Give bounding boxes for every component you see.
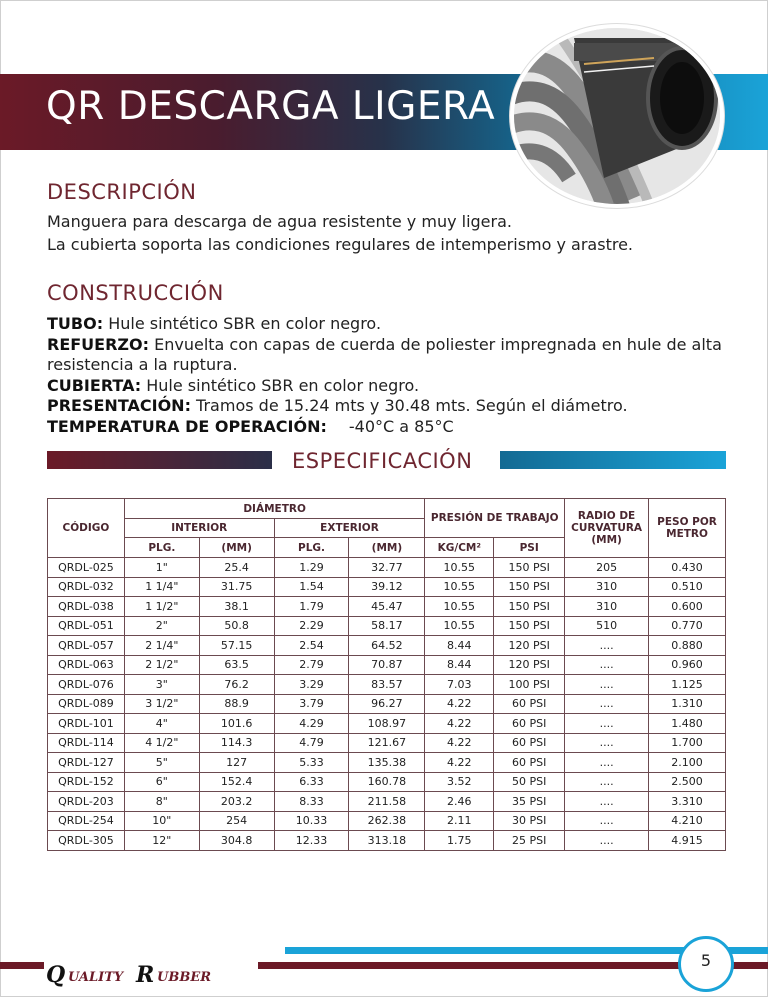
cell-kg-cm2: 4.22 — [425, 714, 494, 734]
cell-interior-plg: 2" — [124, 616, 199, 636]
temperatura-line — [47, 417, 737, 438]
cubierta-value: Hule sintético SBR en color negro. — [141, 375, 420, 395]
table-row — [48, 675, 726, 695]
cell-exterior-mm: 108.97 — [349, 714, 425, 734]
cell-interior-plg: 3 1/2" — [124, 694, 199, 714]
cell-interior-mm: 38.1 — [199, 597, 274, 617]
cell-kg-cm2: 7.03 — [425, 675, 494, 695]
cell-interior-mm: 101.6 — [199, 714, 274, 734]
cell-radio: 205 — [565, 558, 649, 578]
cell-psi: 100 PSI — [494, 675, 565, 695]
cell-radio: .... — [565, 753, 649, 773]
spec-bar-right — [500, 451, 726, 469]
refuerzo-label: REFUERZO: — [47, 334, 150, 354]
cell-exterior-mm: 211.58 — [349, 792, 425, 812]
construccion-text — [47, 314, 737, 437]
table-row — [48, 772, 726, 792]
cell-exterior-plg: 6.33 — [274, 772, 349, 792]
cell-radio: 510 — [565, 616, 649, 636]
cell-exterior-mm: 70.87 — [349, 655, 425, 675]
table-row — [48, 597, 726, 617]
cell-radio: .... — [565, 772, 649, 792]
header-interior: INTERIOR — [124, 519, 274, 538]
table-row — [48, 714, 726, 734]
table-row — [48, 655, 726, 675]
cell-peso: 0.770 — [649, 616, 726, 636]
cell-interior-plg: 2 1/4" — [124, 636, 199, 656]
cell-radio: .... — [565, 811, 649, 831]
header-exterior-mm: (MM) — [349, 538, 425, 558]
refuerzo-value: Envuelta con capas de cuerda de poliester impregnada en hule de alta resistencia a la ruptura. — [47, 334, 722, 374]
cell-exterior-plg: 12.33 — [274, 831, 349, 851]
cell-kg-cm2: 10.55 — [425, 597, 494, 617]
cell-exterior-mm: 45.47 — [349, 597, 425, 617]
cell-radio: .... — [565, 636, 649, 656]
cell-kg-cm2: 10.55 — [425, 616, 494, 636]
cell-peso: 2.100 — [649, 753, 726, 773]
cell-codigo: QRDL-254 — [48, 811, 125, 831]
cell-radio: .... — [565, 714, 649, 734]
cubierta-line — [47, 376, 737, 397]
cell-interior-plg: 1 1/4" — [124, 577, 199, 597]
cell-peso: 0.960 — [649, 655, 726, 675]
cell-peso: 1.700 — [649, 733, 726, 753]
cell-codigo: QRDL-305 — [48, 831, 125, 851]
table-row — [48, 694, 726, 714]
presentacion-label: PRESENTACIÓN: — [47, 396, 191, 415]
cell-codigo: QRDL-063 — [48, 655, 125, 675]
cell-interior-plg: 10" — [124, 811, 199, 831]
construccion-heading: CONSTRUCCIÓN — [47, 281, 224, 305]
cell-radio: .... — [565, 733, 649, 753]
table-row — [48, 733, 726, 753]
cell-psi: 30 PSI — [494, 811, 565, 831]
especificacion-heading: ESPECIFICACIÓN — [292, 449, 473, 473]
cell-interior-mm: 88.9 — [199, 694, 274, 714]
cell-exterior-plg: 4.79 — [274, 733, 349, 753]
tubo-value: Hule sintético SBR en color negro. — [103, 314, 382, 333]
cell-codigo: QRDL-152 — [48, 772, 125, 792]
cell-exterior-mm: 39.12 — [349, 577, 425, 597]
descripcion-heading: DESCRIPCIÓN — [47, 180, 197, 204]
cell-interior-plg: 8" — [124, 792, 199, 812]
cell-psi: 50 PSI — [494, 772, 565, 792]
presentacion-value: Tramos de 15.24 mts y 30.48 mts. Según el diámetro. — [190, 396, 628, 415]
cell-psi: 150 PSI — [494, 597, 565, 617]
cell-radio: .... — [565, 831, 649, 851]
cell-peso: 2.500 — [649, 772, 726, 792]
svg-text:R: R — [136, 962, 155, 988]
cell-interior-plg: 12" — [124, 831, 199, 851]
cell-interior-mm: 63.5 — [199, 655, 274, 675]
cell-peso: 3.310 — [649, 792, 726, 812]
header-diametro: DIÁMETRO — [124, 499, 424, 519]
descripcion-line-2: La cubierta soporta las condiciones regulares de intemperismo y arastre. — [47, 235, 633, 254]
cell-exterior-mm: 96.27 — [349, 694, 425, 714]
temperatura-label: TEMPERATURA DE OPERACIÓN: — [47, 416, 327, 436]
cell-psi: 60 PSI — [494, 753, 565, 773]
cell-codigo: QRDL-051 — [48, 616, 125, 636]
cell-interior-mm: 31.75 — [199, 577, 274, 597]
cell-exterior-mm: 135.38 — [349, 753, 425, 773]
cell-exterior-plg: 3.79 — [274, 694, 349, 714]
cell-exterior-mm: 121.67 — [349, 733, 425, 753]
cell-codigo: QRDL-025 — [48, 558, 125, 578]
page-title: QR DESCARGA LIGERA — [46, 84, 496, 129]
cell-kg-cm2: 2.11 — [425, 811, 494, 831]
cell-kg-cm2: 2.46 — [425, 792, 494, 812]
cell-exterior-plg: 2.79 — [274, 655, 349, 675]
cell-exterior-plg: 5.33 — [274, 753, 349, 773]
cell-interior-mm: 254 — [199, 811, 274, 831]
table-row — [48, 753, 726, 773]
cell-interior-plg: 3" — [124, 675, 199, 695]
cell-exterior-mm: 313.18 — [349, 831, 425, 851]
cell-interior-mm: 304.8 — [199, 831, 274, 851]
table-row — [48, 636, 726, 656]
cell-psi: 120 PSI — [494, 636, 565, 656]
cell-radio: .... — [565, 655, 649, 675]
cell-interior-mm: 57.15 — [199, 636, 274, 656]
cell-exterior-mm: 58.17 — [349, 616, 425, 636]
svg-text:UALITY: UALITY — [68, 970, 124, 985]
cell-codigo: QRDL-057 — [48, 636, 125, 656]
cell-codigo: QRDL-032 — [48, 577, 125, 597]
cell-psi: 120 PSI — [494, 655, 565, 675]
cell-peso: 0.510 — [649, 577, 726, 597]
table-row — [48, 792, 726, 812]
descripcion-text — [47, 210, 737, 256]
header-radio: RADIO DE CURVATURA (MM) — [565, 499, 649, 558]
tubo-label: TUBO: — [47, 314, 104, 333]
cell-radio: 310 — [565, 597, 649, 617]
cell-peso: 1.310 — [649, 694, 726, 714]
cell-interior-mm: 114.3 — [199, 733, 274, 753]
cell-exterior-plg: 8.33 — [274, 792, 349, 812]
cell-kg-cm2: 4.22 — [425, 753, 494, 773]
cell-interior-plg: 1 1/2" — [124, 597, 199, 617]
cell-radio: .... — [565, 694, 649, 714]
header-kg-cm2: KG/CM² — [425, 538, 494, 558]
cell-exterior-mm: 83.57 — [349, 675, 425, 695]
table-row — [48, 811, 726, 831]
cell-radio: 310 — [565, 577, 649, 597]
cell-interior-mm: 50.8 — [199, 616, 274, 636]
cell-codigo: QRDL-038 — [48, 597, 125, 617]
cell-kg-cm2: 10.55 — [425, 558, 494, 578]
cell-psi: 150 PSI — [494, 616, 565, 636]
cell-psi: 60 PSI — [494, 714, 565, 734]
cell-kg-cm2: 3.52 — [425, 772, 494, 792]
table-row — [48, 831, 726, 851]
cell-exterior-plg: 1.79 — [274, 597, 349, 617]
cell-exterior-plg: 2.54 — [274, 636, 349, 656]
temperatura-value: -40°C a 85°C — [348, 416, 454, 436]
cell-kg-cm2: 8.44 — [425, 636, 494, 656]
cubierta-label: CUBIERTA: — [47, 375, 142, 395]
header-interior-plg: PLG. — [124, 538, 199, 558]
refuerzo-line — [47, 335, 737, 376]
tubo-line — [47, 314, 737, 335]
cell-codigo: QRDL-089 — [48, 694, 125, 714]
table-row — [48, 616, 726, 636]
cell-interior-plg: 5" — [124, 753, 199, 773]
svg-text:Q: Q — [46, 962, 66, 988]
cell-peso: 0.430 — [649, 558, 726, 578]
cell-peso: 4.210 — [649, 811, 726, 831]
cell-psi: 60 PSI — [494, 694, 565, 714]
cell-psi: 150 PSI — [494, 558, 565, 578]
cell-exterior-plg: 2.29 — [274, 616, 349, 636]
cell-peso: 1.480 — [649, 714, 726, 734]
cell-interior-plg: 1" — [124, 558, 199, 578]
presentacion-line — [47, 396, 737, 417]
cell-exterior-plg: 10.33 — [274, 811, 349, 831]
cell-peso: 1.125 — [649, 675, 726, 695]
spec-table — [47, 498, 726, 851]
header-peso: PESO POR METRO — [649, 499, 726, 558]
cell-codigo: QRDL-203 — [48, 792, 125, 812]
quality-rubber-logo — [44, 958, 258, 988]
hose-photo — [510, 24, 724, 208]
spec-bar-left — [47, 451, 272, 469]
cell-psi: 60 PSI — [494, 733, 565, 753]
header-codigo: CÓDIGO — [48, 499, 125, 558]
cell-psi: 150 PSI — [494, 577, 565, 597]
cell-interior-plg: 2 1/2" — [124, 655, 199, 675]
page-number: 5 — [700, 951, 712, 970]
cell-exterior-mm: 262.38 — [349, 811, 425, 831]
cell-interior-mm: 203.2 — [199, 792, 274, 812]
spec-table-body — [48, 558, 726, 851]
cell-interior-mm: 76.2 — [199, 675, 274, 695]
cell-peso: 0.600 — [649, 597, 726, 617]
cell-interior-plg: 4" — [124, 714, 199, 734]
cell-codigo: QRDL-101 — [48, 714, 125, 734]
cell-exterior-mm: 160.78 — [349, 772, 425, 792]
cell-interior-mm: 152.4 — [199, 772, 274, 792]
cell-peso: 0.880 — [649, 636, 726, 656]
cell-kg-cm2: 10.55 — [425, 577, 494, 597]
cell-codigo: QRDL-114 — [48, 733, 125, 753]
cell-codigo: QRDL-127 — [48, 753, 125, 773]
cell-kg-cm2: 4.22 — [425, 733, 494, 753]
header-psi: PSI — [494, 538, 565, 558]
descripcion-line-1: Manguera para descarga de agua resistente y muy ligera. — [47, 212, 512, 231]
cell-psi: 35 PSI — [494, 792, 565, 812]
cell-interior-plg: 6" — [124, 772, 199, 792]
cell-interior-mm: 127 — [199, 753, 274, 773]
cell-codigo: QRDL-076 — [48, 675, 125, 695]
svg-text:UBBER: UBBER — [157, 970, 212, 985]
cell-interior-plg: 4 1/2" — [124, 733, 199, 753]
cell-interior-mm: 25.4 — [199, 558, 274, 578]
header-presion: PRESIÓN DE TRABAJO — [425, 499, 565, 538]
cell-exterior-plg: 1.29 — [274, 558, 349, 578]
cell-exterior-plg: 4.29 — [274, 714, 349, 734]
header-exterior: EXTERIOR — [274, 519, 425, 538]
table-row — [48, 577, 726, 597]
cell-kg-cm2: 8.44 — [425, 655, 494, 675]
table-row — [48, 558, 726, 578]
header-interior-mm: (MM) — [199, 538, 274, 558]
cell-radio: .... — [565, 792, 649, 812]
cell-peso: 4.915 — [649, 831, 726, 851]
cell-radio: .... — [565, 675, 649, 695]
cell-exterior-plg: 1.54 — [274, 577, 349, 597]
cell-kg-cm2: 1.75 — [425, 831, 494, 851]
cell-psi: 25 PSI — [494, 831, 565, 851]
cell-exterior-mm: 32.77 — [349, 558, 425, 578]
header-exterior-plg: PLG. — [274, 538, 349, 558]
cell-kg-cm2: 4.22 — [425, 694, 494, 714]
cell-exterior-mm: 64.52 — [349, 636, 425, 656]
cell-exterior-plg: 3.29 — [274, 675, 349, 695]
